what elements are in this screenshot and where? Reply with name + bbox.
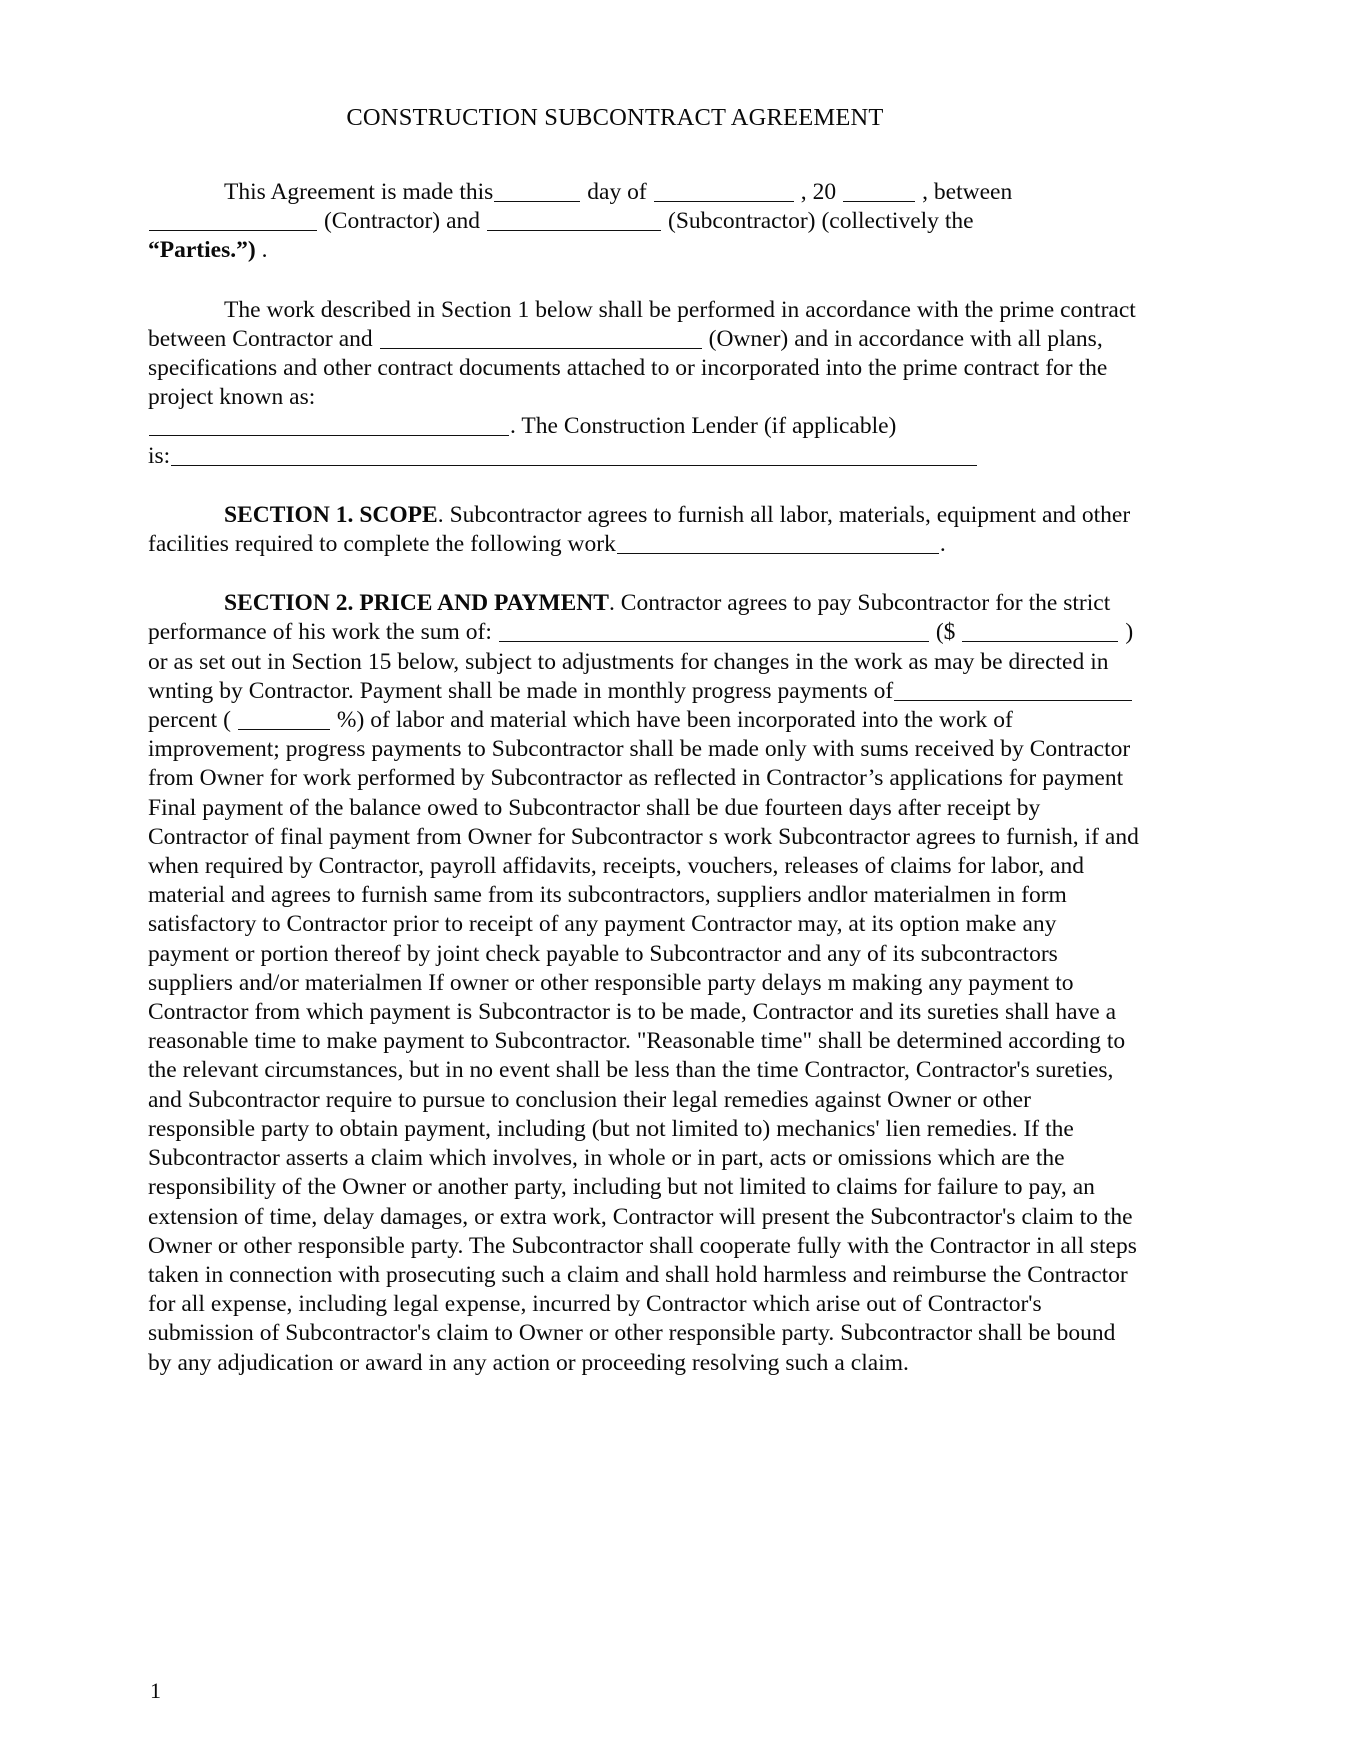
blank-project-name[interactable] [149, 416, 509, 436]
preamble-text-5: (Contractor) and [323, 208, 481, 235]
page-title: CONSTRUCTION SUBCONTRACT AGREEMENT [346, 104, 884, 131]
section-2-body-2: ($ [935, 619, 956, 646]
section-2-body-4: percent ( [148, 707, 231, 734]
recital-text-3: . The Construction Lender (if applicable) [510, 413, 897, 440]
section-2-body-5: %) of labor and material which have been incorporated into the work of improvement; progress payments to Subcontractor shall be made only with sums received by Contractor from Owner for work performed by Subcontractor as reflected in Contractor’s applications for payment Final payment of the balance owed to Subcontractor shall be due fourteen days after receipt by Contractor of final payment from Owner for Subcontractor s work Subcontractor agrees to furnish, if and when required by Contractor, payroll affidavits, receipts, vouchers, releases of claims for labor, and material and agrees to furnish same from its subcontractors, suppliers andlor materialmen in form satisfactory to Contractor prior to receipt of any payment Contractor may, at its option make any payment or portion thereof by joint check payable to Subcontractor and any of its subcontractors suppliers and/or materialmen If owner or other responsible party delays m making any payment to Contractor from which payment is Subcontractor is to be made, Contractor and its sureties shall have a reasonable time to make payment to Subcontractor. "Reasonable time" shall be determined according to the relevant circumstances, but in no event shall be less than the time Contractor, Contractor's sureties, and Subcontractor require to pursue to conclusion their legal remedies against Owner or other responsible party to obtain payment, including (but not limited to) mechanics' lien remedies. If the Subcontractor asserts a claim which involves, in whole or in part, acts or omissions which are the responsibility of the Owner or another party, including but not limited to claims for failure to pay, an extension of time, delay damages, or extra work, Contractor will present the Subcontractor's claim to the Owner or other responsible party. The Subcontractor shall cooperate fully with the Contractor in all steps taken in connection with prosecuting such a claim and shall hold harmless and reimburse the Contractor for all expense, including legal expense, incurred by Contractor which arise out of Contractor's submission of Subcontractor's claim to Owner or other responsible party. Subcontractor shall be bound by any adjudication or award in any action or proceeding resolving such a claim. [148, 707, 1139, 1376]
section-2-body-3: ) or as set out in Section 15 below, subject to adjustments for changes in the work as may be directed in wnting by Contractor. Payment shall be made in monthly progress payments of [148, 619, 1134, 704]
section-1-body-tail: . [939, 531, 946, 558]
blank-subcontractor-name[interactable] [487, 211, 661, 231]
blank-construction-lender[interactable] [171, 446, 977, 466]
section-1-body: . Subcontractor agrees to furnish all labor, materials, equipment and other facilities required to complete the following work [148, 501, 1131, 558]
blank-day[interactable] [494, 182, 580, 202]
page-number: 1 [150, 1678, 161, 1703]
recital-text-1: The work described in Section 1 below shall be performed in accordance with the prime contract between Contractor and [148, 296, 1136, 352]
parties-defined-term: “Parties.”) [148, 237, 256, 264]
blank-percent-words[interactable] [894, 681, 1132, 701]
preamble-text-2: day of [587, 179, 647, 205]
spacer [148, 266, 1142, 296]
section-2-body-1: . Contractor agrees to pay Subcontractor for the strict performance of his work the sum of: [148, 590, 1111, 646]
blank-contract-sum[interactable] [499, 622, 929, 642]
recital-text-2: (Owner) and in accordance with all plans, specifications and other contract documents attached to or incorporated into the prime contract for the project known as: [148, 325, 1108, 411]
spacer [148, 471, 1142, 501]
preamble-text-7: . [255, 237, 268, 264]
preamble-text-6: (Subcontractor) (collectively the [668, 208, 974, 235]
blank-month[interactable] [654, 182, 794, 202]
spacer [148, 559, 1142, 589]
recital-text-4: is: [148, 442, 171, 469]
preamble-text-1: This Agreement is made this [224, 179, 494, 205]
blank-contract-sum-numeric[interactable] [962, 622, 1118, 642]
section-1-heading: SECTION 1. SCOPE [224, 501, 438, 528]
recital-paragraph [148, 296, 1142, 471]
section-2-paragraph [148, 589, 1142, 1377]
section-1-paragraph [148, 501, 1142, 559]
blank-work-description[interactable] [617, 534, 939, 554]
section-2-heading: SECTION 2. PRICE AND PAYMENT [224, 590, 609, 617]
blank-contractor-name[interactable] [149, 211, 317, 231]
blank-year[interactable] [843, 182, 915, 202]
preamble-paragraph [148, 178, 1142, 266]
blank-percent-numeric[interactable] [238, 710, 330, 730]
preamble-text-4: , between [922, 179, 1013, 205]
blank-owner-name[interactable] [380, 329, 702, 349]
preamble-text-3: , 20 [800, 179, 837, 205]
